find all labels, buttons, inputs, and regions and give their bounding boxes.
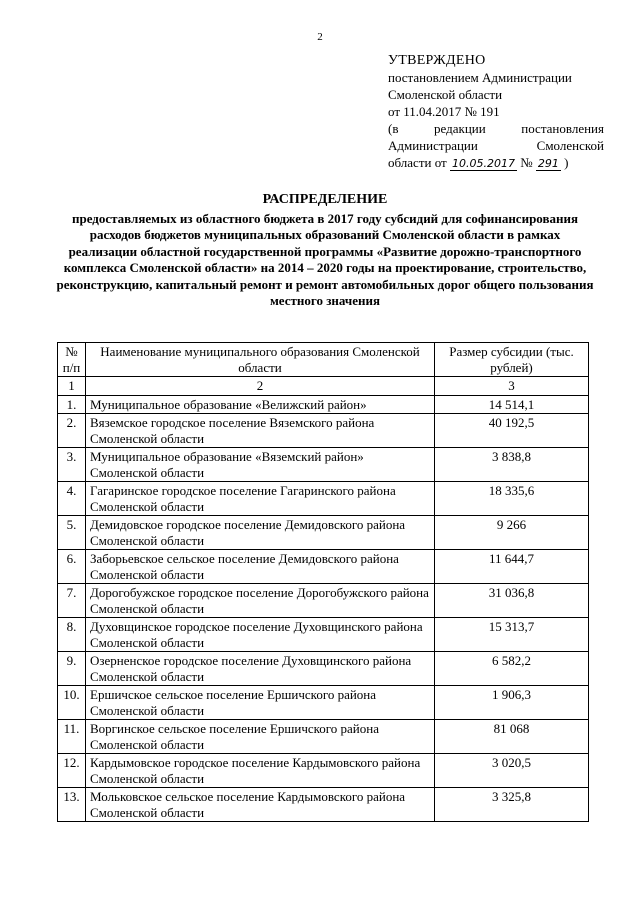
municipality-name: Воргинское сельское поселение Ершичского района Смоленской области bbox=[86, 720, 435, 754]
approval-line-6 bbox=[388, 154, 604, 171]
approval-heading: УТВЕРЖДЕНО bbox=[388, 53, 486, 68]
municipality-name: Гагаринское городское поселение Гагаринского района Смоленской области bbox=[86, 482, 435, 516]
row-number: 8. bbox=[58, 618, 86, 652]
municipality-name: Кардымовское городское поселение Кардымовского района Смоленской области bbox=[86, 754, 435, 788]
subsidy-value: 3 020,5 bbox=[435, 754, 589, 788]
approval-line-2: Смоленской области bbox=[388, 87, 503, 102]
approval-line-1: постановлением Администрации bbox=[388, 70, 572, 85]
table-row bbox=[58, 686, 589, 720]
document-title bbox=[55, 192, 595, 310]
table-row bbox=[58, 788, 589, 822]
column-number-2: 2 bbox=[86, 377, 435, 396]
table-row bbox=[58, 652, 589, 686]
title-main: РАСПРЕДЕЛЕНИЕ bbox=[262, 192, 388, 207]
header-subsidy: Размер субсидии (тыс. рублей) bbox=[435, 343, 589, 377]
title-subtitle: предоставляемых из областного бюджета в 2017 году субсидий для софинансирования расходов бюджетов муниципальных образований Смоленской области в рамках реализации областной государственной программы «Развитие дорожно-транспортного комплекса Смоленской области» на 2014 – 2020 годы на проектирование, строительство, реконструкцию, капитальный ремонт и ремонт автомобильных дорог общего пользования местного значения bbox=[56, 210, 594, 308]
subsidy-value: 3 325,8 bbox=[435, 788, 589, 822]
handwritten-date: 10.05.2017 bbox=[451, 157, 515, 170]
row-number: 12. bbox=[58, 754, 86, 788]
municipality-name: Духовщинское городское поселение Духовщинского района Смоленской области bbox=[86, 618, 435, 652]
table-row bbox=[58, 448, 589, 482]
table-row bbox=[58, 754, 589, 788]
municipality-name: Мольковское сельское поселение Кардымовского района Смоленской области bbox=[86, 788, 435, 822]
table-row bbox=[58, 516, 589, 550]
row-number: 5. bbox=[58, 516, 86, 550]
row-number: 9. bbox=[58, 652, 86, 686]
subsidy-value: 40 192,5 bbox=[435, 414, 589, 448]
municipality-name: Озерненское городское поселение Духовщинского района Смоленской области bbox=[86, 652, 435, 686]
subsidy-value: 1 906,3 bbox=[435, 686, 589, 720]
municipality-name: Муниципальное образование «Вяземский район» Смоленской области bbox=[86, 448, 435, 482]
approval-line-3: от 11.04.2017 № 191 bbox=[388, 104, 500, 119]
subsidy-value: 14 514,1 bbox=[435, 395, 589, 414]
subsidy-value: 18 335,6 bbox=[435, 482, 589, 516]
municipality-name: Ершичское сельское поселение Ершичского района Смоленской области bbox=[86, 686, 435, 720]
table-row bbox=[58, 550, 589, 584]
subsidy-value: 6 582,2 bbox=[435, 652, 589, 686]
header-municipality: Наименование муниципального образования Смоленской области bbox=[86, 343, 435, 377]
subsidy-value: 81 068 bbox=[435, 720, 589, 754]
closing-paren: ) bbox=[564, 155, 569, 170]
row-number: 3. bbox=[58, 448, 86, 482]
row-number: 6. bbox=[58, 550, 86, 584]
table-row bbox=[58, 395, 589, 414]
subsidy-table bbox=[57, 342, 589, 822]
header-number: № п/п bbox=[58, 343, 86, 377]
approval-stamp bbox=[388, 52, 604, 171]
approval-line-5: Администрации Смоленской bbox=[388, 138, 604, 153]
row-number: 2. bbox=[58, 414, 86, 448]
approval-line-6-prefix: области от bbox=[388, 155, 447, 170]
row-number: 13. bbox=[58, 788, 86, 822]
page-number: 2 bbox=[317, 31, 323, 43]
municipality-name: Муниципальное образование «Велижский район» bbox=[86, 395, 435, 414]
municipality-name: Дорогобужское городское поселение Дорогобужского района Смоленской области bbox=[86, 584, 435, 618]
subsidy-value: 9 266 bbox=[435, 516, 589, 550]
municipality-name: Вяземское городское поселение Вяземского района Смоленской области bbox=[86, 414, 435, 448]
number-label: № bbox=[520, 155, 533, 170]
row-number: 11. bbox=[58, 720, 86, 754]
table-row bbox=[58, 414, 589, 448]
table-row bbox=[58, 584, 589, 618]
column-number-row bbox=[58, 377, 589, 396]
subsidy-value: 31 036,8 bbox=[435, 584, 589, 618]
column-number-1: 1 bbox=[58, 377, 86, 396]
handwritten-number: 291 bbox=[537, 157, 559, 170]
table-row bbox=[58, 482, 589, 516]
column-number-3: 3 bbox=[435, 377, 589, 396]
table-header-row bbox=[58, 343, 589, 377]
row-number: 10. bbox=[58, 686, 86, 720]
subsidy-value: 11 644,7 bbox=[435, 550, 589, 584]
subsidy-value: 3 838,8 bbox=[435, 448, 589, 482]
municipality-name: Демидовское городское поселение Демидовского района Смоленской области bbox=[86, 516, 435, 550]
approval-line-4: (в редакции постановления bbox=[388, 121, 604, 136]
row-number: 1. bbox=[58, 395, 86, 414]
subsidy-value: 15 313,7 bbox=[435, 618, 589, 652]
table-row bbox=[58, 618, 589, 652]
row-number: 7. bbox=[58, 584, 86, 618]
table-body bbox=[58, 395, 589, 822]
municipality-name: Заборьевское сельское поселение Демидовского района Смоленской области bbox=[86, 550, 435, 584]
row-number: 4. bbox=[58, 482, 86, 516]
table-row bbox=[58, 720, 589, 754]
